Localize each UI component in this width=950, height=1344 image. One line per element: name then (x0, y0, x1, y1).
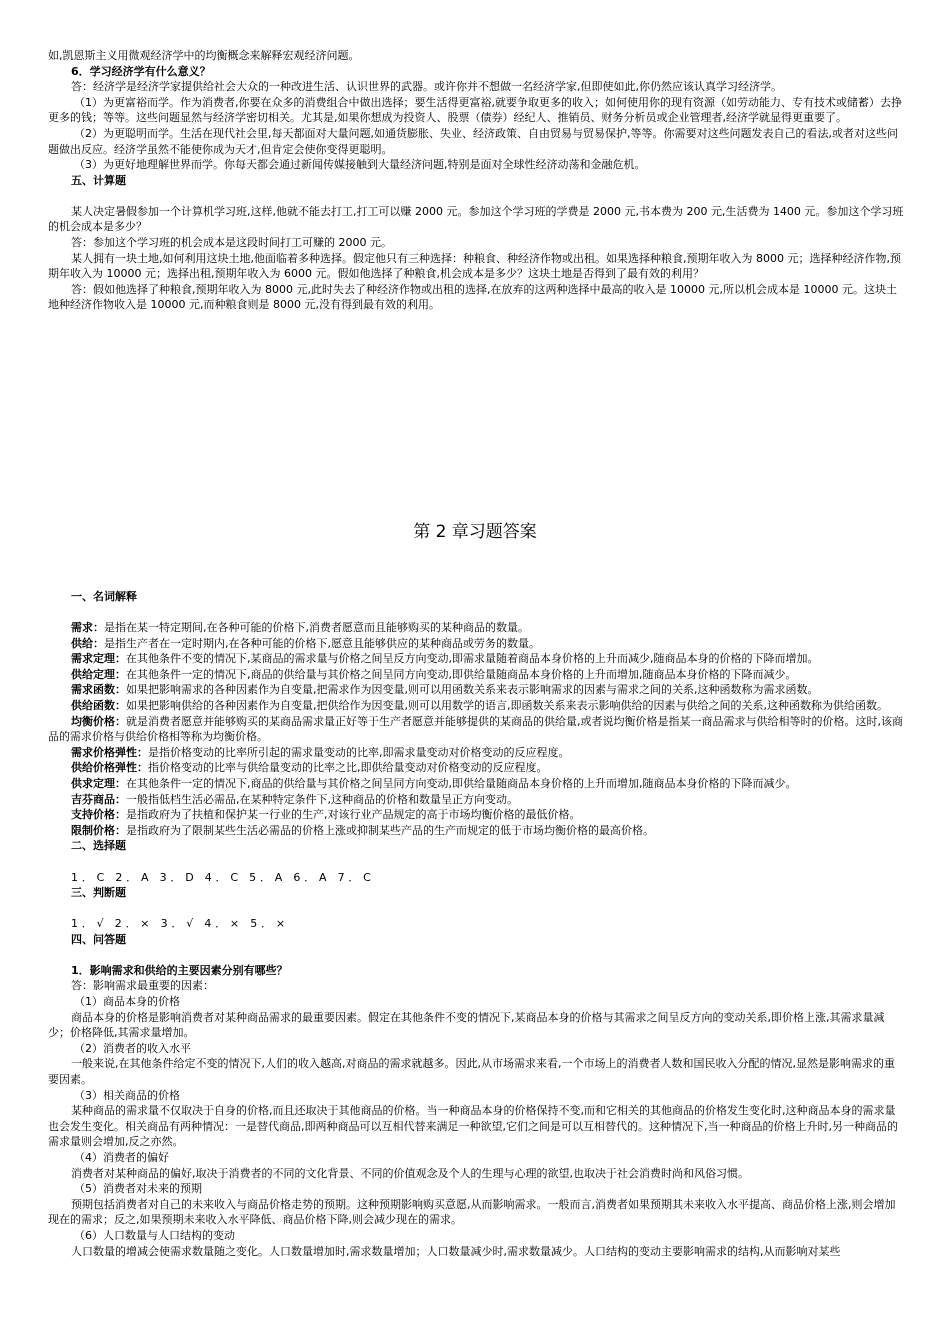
term-definition (48, 807, 904, 823)
term-definition (48, 636, 904, 652)
term-label: 支持价格： (71, 808, 126, 822)
term-text: 如果把影响供给的各种因素作为自变量,把供给作为因变量,则可以用数学的语言,即函数关系来表示影响供给的因素与供给之间的关系,这种函数称为供给函数。 (126, 699, 888, 713)
section-heading: 五、计算题 (71, 173, 126, 187)
term-definition (48, 698, 904, 714)
term-label: 均衡价格： (71, 714, 126, 728)
term-label: 需求定理： (71, 652, 126, 666)
calc-answer: 答：假如他选择了种粮食,预期年收入为 8000 元,此时失去了种经济作物或出租的选择,在放弃的这两种选择中最高的收入是 10000 元,所以机会成本是 10000 元。这块土地种经济作物收入是 10000 元,而种粮食则是 8000 元,没有得到最有效的利用。 (48, 282, 897, 312)
chapter-title: 第 2 章习题答案 (413, 522, 537, 542)
factor-heading: （5）消费者对未来的预期 (74, 1182, 202, 1196)
term-text: 如果把影响需求的各种因素作为自变量,把需求作为因变量,则可以用函数关系来表示影响需求的因素与需求之间的关系,这种函数称为需求函数。 (126, 683, 819, 697)
factor-heading: （2）消费者的收入水平 (74, 1041, 191, 1055)
term-label: 限制价格： (71, 823, 126, 837)
term-label: 需求函数： (71, 683, 126, 697)
section-heading: 四、问答题 (71, 932, 126, 946)
answer-point: （2）为更聪明而学。生活在现代社会里,每天都面对大量问题,如通货膨胀、失业、经济政策、自由贸易与贸易保护,等等。你需要对这些问题发表自己的看法,或者对这些问题做出反应。经济学虽然不能使你成为天才,但肯定会使你变得更聪明。 (48, 126, 898, 156)
question-heading: 1．影响需求和供给的主要因素分别有哪些？ (71, 963, 288, 977)
term-definition (48, 667, 904, 683)
section-heading: 一、名词解释 (71, 590, 137, 603)
term-text: 在其他条件不变的情况下,某商品的需求量与价格之间呈反方向变动,即需求量随着商品本身价格的上升而减少,随商品本身的价格的下降而增加。 (126, 652, 819, 666)
factor-heading: （3）相关商品的价格 (74, 1088, 180, 1102)
term-definition (48, 651, 904, 667)
factor-heading: （6）人口数量与人口结构的变动 (74, 1228, 235, 1242)
term-label: 供给： (71, 636, 104, 650)
term-definition (48, 714, 904, 745)
term-definition (48, 776, 904, 792)
term-definition (48, 760, 904, 776)
term-text: 是指生产者在一定时期内,在各种可能的价格下,愿意且能够供应的某种商品或劳务的数量。 (104, 636, 540, 650)
factor-text: 商品本身的价格是影响消费者对某种商品需求的最重要因素。假定在其他条件不变的情况下,某商品本身的价格与其需求之间呈反方向的变动关系,即价格上涨,其需求量减少；价格降低,其需求量增加。 (48, 1010, 885, 1040)
factor-text: 消费者对某种商品的偏好,取决于消费者的不同的文化背景、不同的价值观念及个人的生理与心理的欲望,也取决于社会消费时尚和风俗习惯。 (71, 1166, 749, 1180)
factor-text: 某种商品的需求量不仅取决于自身的价格,而且还取决于其他商品的价格。当一种商品本身的价格保持不变,而和它相关的其他商品的价格发生变化时,这种商品本身的需求量也会发生变化。相关商品有两种情况：一是替代商品,即两种商品可以互相代替来满足一种欲望,它们之间是可以互相替代的。这种情况下,当一种商品的价格上升时,另一种商品的需求量则会增加,反之亦然。 (48, 1104, 898, 1149)
term-definition (48, 792, 904, 808)
calc-answer: 答：参加这个学习班的机会成本是这段时间打工可赚的 2000 元。 (71, 236, 392, 250)
term-text: 在其他条件一定的情况下,商品的供给量与其价格之间呈同方向变动,即供给量随商品本身价格的上升而增加,随商品本身价格的下降而减少。 (126, 777, 797, 791)
question-heading: 6．学习经济学有什么意义？ (71, 64, 211, 78)
term-label: 供给函数： (71, 699, 126, 713)
prev-chapter-section (48, 48, 904, 313)
term-definition (48, 745, 904, 761)
answer-point: （3）为更好地理解世界而学。你每天都会通过新闻传媒接触到大量经济问题,特别是面对全球性经济动荡和金融危机。 (74, 158, 646, 172)
answer-point: （1）为更富裕而学。作为消费者,你要在众多的消费组合中做出选择；要生活得更富裕,就要争取更多的收入；如何使用你的现有资源（如劳动能力、专有技术或储蓄）去挣更多的钱；等等。这些问题显然与经济学密切相关。尤其是,如果你想成为投资人、股票（债券）经纪人、推销员、财务分析员或企业管理者,经济学就显得更重要了。 (48, 95, 902, 125)
chapter-2-section (48, 589, 904, 1259)
factor-heading: （4）消费者的偏好 (74, 1151, 169, 1164)
term-text: 是指在某一特定期间,在各种可能的价格下,消费者愿意而且能够购买的某种商品的数量。 (104, 621, 529, 635)
factor-text: 人口数量的增减会使需求数量随之变化。人口数量增加时,需求数量增加；人口数量减少时,需求数量减少。人口结构的变动主要影响需求的结构,从而影响对某些 (71, 1244, 841, 1258)
answer-intro: 答：影响需求最重要的因素： (71, 979, 214, 993)
term-definition (48, 620, 904, 636)
term-list (48, 620, 904, 838)
paragraph: 如,凯恩斯主义用微观经济学中的均衡概念来解释宏观经济问题。 (48, 49, 360, 62)
term-label: 需求价格弹性： (71, 745, 148, 759)
factor-text: 一般来说,在其他条件给定不变的情况下,人们的收入越高,对商品的需求就越多。因此,从市场需求来看,一个市场上的消费者人数和国民收入分配的情况,显然是影响需求的重要因素。 (48, 1057, 895, 1087)
section-heading: 三、判断题 (71, 886, 126, 900)
calc-question: 某人拥有一块土地,如何利用这块土地,他面临着多种选择。假定他只有三种选择：种粮食、种经济作物或出租。如果选择种粮食,预期年收入为 8000 元；选择种经济作物,预期年收入为 10000 元；选择出租,预期年收入为 6000 元。假如他选择了种粮食,机会成本是多少？这块土地是否得到了最有效的利用？ (48, 251, 901, 281)
factor-heading: （1）商品本身的价格 (74, 995, 180, 1009)
term-text: 是指政府为了扶植和保护某一行业的生产,对该行业产品规定的高于市场均衡价格的最低价格。 (126, 808, 581, 822)
term-text: 是指政府为了限制某些生活必需品的价格上涨或抑制某些产品的生产而规定的低于市场均衡价格的最高价格。 (126, 823, 654, 837)
term-text: 一般指低档生活必需品,在某种特定条件下,这种商品的价格和数量呈正方向变动。 (126, 792, 518, 806)
judge-answers: 1．√ 2．× 3．√ 4．× 5．× (71, 917, 289, 931)
term-label: 供给价格弹性： (71, 761, 148, 775)
term-label: 供给定理： (71, 667, 126, 681)
section-heading: 二、选择题 (71, 839, 126, 853)
term-label: 需求： (71, 621, 104, 635)
term-definition (48, 682, 904, 698)
term-label: 供求定理： (71, 777, 126, 791)
term-text: 就是消费者愿意并能够购买的某商品需求量正好等于生产者愿意并能够提供的某商品的供给量,或者说均衡价格是指某一商品需求与供给相等时的价格。这时,该商品的需求价格与供给价格相等称为均衡价格。 (48, 714, 903, 744)
term-text: 指价格变动的比率与供给量变动的比率之比,即供给量变动对价格变动的反应程度。 (148, 761, 548, 775)
calc-question: 某人决定暑假参加一个计算机学习班,这样,他就不能去打工,打工可以赚 2000 元。参加这个学习班的学费是 2000 元,书本费为 200 元,生活费为 1400 元。参加这个学习班的机会成本是多少？ (48, 204, 904, 234)
term-text: 是指价格变动的比率所引起的需求量变动的比率,即需求量变动对价格变动的反应程度。 (148, 745, 570, 759)
term-definition (48, 823, 904, 839)
factor-text: 预期包括消费者对自己的未来收入与商品价格走势的预期。这种预期影响购买意愿,从而影响需求。一般而言,消费者如果预期其未来收入水平提高、商品价格上涨,则会增加现在的需求；反之,如果预期未来收入水平降低、商品价格下降,则会减少现在的需求。 (48, 1197, 896, 1227)
choice-answers: 1．C 2．A 3．D 4．C 5．A 6．A 7．C (71, 870, 375, 884)
term-label: 吉芬商品： (71, 792, 126, 806)
term-text: 在其他条件一定的情况下,商品的供给量与其价格之间呈同方向变动,即供给量随商品本身价格的上升而增加,随商品本身价格的下降而减少。 (126, 667, 797, 681)
answer-paragraph: 答：经济学是经济学家提供给社会大众的一种改进生活、认识世界的武器。或许你并不想做一名经济学家,但即使如此,你仍然应该认真学习经济学。 (71, 80, 782, 94)
